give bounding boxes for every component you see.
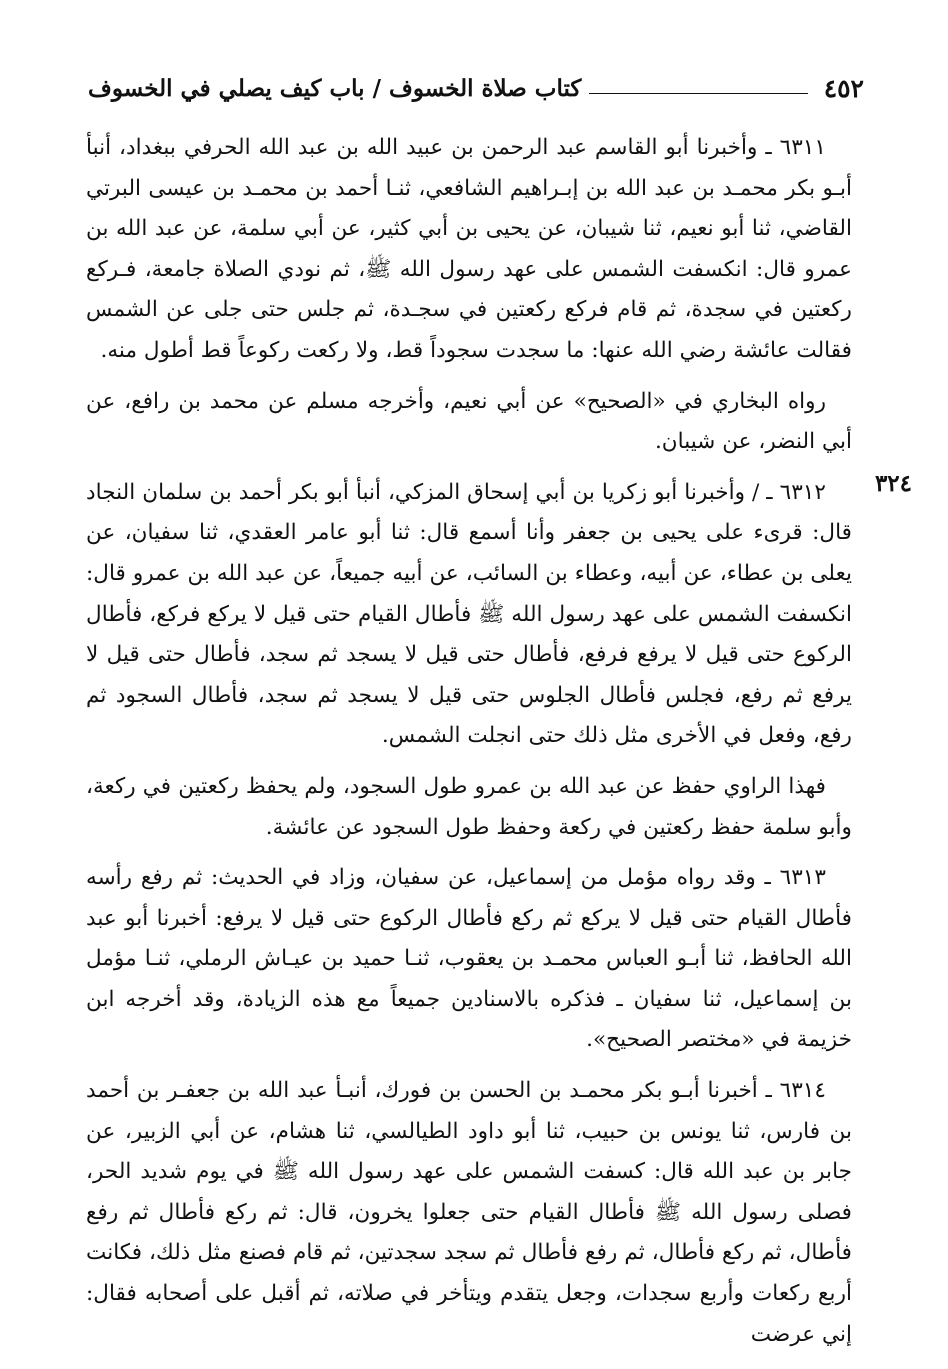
body-text — [86, 128, 852, 1365]
hadith-6313-paragraph: ٦٣١٣ ـ وقد رواه مؤمل من إسماعيل، عن سفيان، وزاد في الحديث: ثم رفع رأسه فأطال القيام حتى قيل لا يركع ثم ركع فأطال الركوع حتى قيل لا يرفع: أخبرنا أبو عبد الله الحافظ، ثنا أبـو العباس محمـد بن يعقوب، ثنـا حميد بن عيـاش الرملي، ثنـا مؤمل بن إسماعيل، ثنا سفيان ـ فذكره بالاسنادين جميعاً مع هذه الزيادة، وقد أخرجه ابن خزيمة في «مختصر الصحيح». — [86, 865, 852, 1053]
page-header — [88, 68, 864, 108]
running-title: كتاب صلاة الخسوف / باب كيف يصلي في الخسوف — [88, 74, 582, 102]
header-rule — [589, 93, 807, 94]
hadith-6312-paragraph: ٦٣١٢ ـ / وأخبرنا أبو زكريا بن أبي إسحاق المزكي، أنبأ أبو بكر أحمد بن سلمان النجاد قال: قرىء على يحيى بن جعفر وأنا أسمع قال: ثنا أبو عامر العقدي، ثنا سفيان، عن يعلى بن عطاء، عن أبيه، وعطاء بن السائب، عن أبيه جميعاً، عن عبد الله بن عمرو قال: انكسفت الشمس على عهد رسول الله ﷺ فأطال القيام حتى قيل لا يركع فركع، فأطال الركوع حتى قيل لا يرفع فرفع، فأطال حتى قيل لا يسجد ثم سجد، فأطال حتى قيل لا يرفع ثم رفع، فجلس فأطال الجلوس حتى قيل لا يسجد ثم سجد، فأطال السجود ثم رفع، وفعل في الأخرى مثل ذلك حتى انجلت الشمس. — [86, 479, 852, 749]
commentary-paragraph: رواه البخاري في «الصحيح» عن أبي نعيم، وأخرجه مسلم عن محمد بن رافع، عن أبي النضر، عن شيبان. — [86, 388, 852, 455]
hadith-6311-paragraph: ٦٣١١ ـ وأخبرنا أبو القاسم عبد الرحمن بن عبيد الله بن عبد الله الحرفي ببغداد، أنبأ أبـو بكر محمـد بن عبد الله بن إبـراهيم الشافعي، ثنـا أحمد بن محمـد بن عيسى البرتي القاضي، ثنا أبو نعيم، ثنا شيبان، عن يحيى بن أبي كثير، عن أبي سلمة، عن عبد الله بن عمرو قال: انكسفت الشمس على عهد رسول الله ﷺ، ثم نودي الصلاة جامعة، فـركع ركعتين في سجدة، ثم قام فركع ركعتين في سجـدة، ثم جلس حتى جلى عن الشمس فقالت عائشة رضي الله عنها: ما سجدت سجوداً قط، ولا ركعت ركوعاً قط أطول منه. — [86, 135, 853, 363]
hadith-6314-paragraph: ٦٣١٤ ـ أخبرنا أبـو بكر محمـد بن الحسن بن فورك، أنبـأ عبد الله بن جعفـر بن أحمد بن فارس، ثنا يونس بن حبيب، ثنا أبو داود الطيالسي، ثنا هشام، عن أبي الزبير، عن جابر بن عبد الله قال: كسفت الشمس على عهد رسول الله ﷺ في يوم شديد الحر، فصلى رسول الله ﷺ فأطال القيام حتى جعلوا يخرون، قال: ثم ركع فأطال ثم رفع فأطال، ثم ركع فأطال، ثم رفع فأطال ثم سجد سجدتين، ثم قام فصنع مثل ذلك، فكانت أربع ركعات وأربع سجدات، وجعل يتقدم ويتأخر في صلاته، ثم أقبل على أصحابه فقال: إني عرضت — [86, 1078, 852, 1347]
margin-reference-number: ٣٢٤ — [874, 470, 912, 497]
page-number: ٤٥٢ — [823, 73, 864, 103]
commentary-paragraph: فهذا الراوي حفظ عن عبد الله بن عمرو طول السجود، ولم يحفظ ركعتين في ركعة، وأبو سلمة حفظ ركعتين في ركعة وحفظ طول السجود عن عائشة. — [86, 773, 852, 840]
